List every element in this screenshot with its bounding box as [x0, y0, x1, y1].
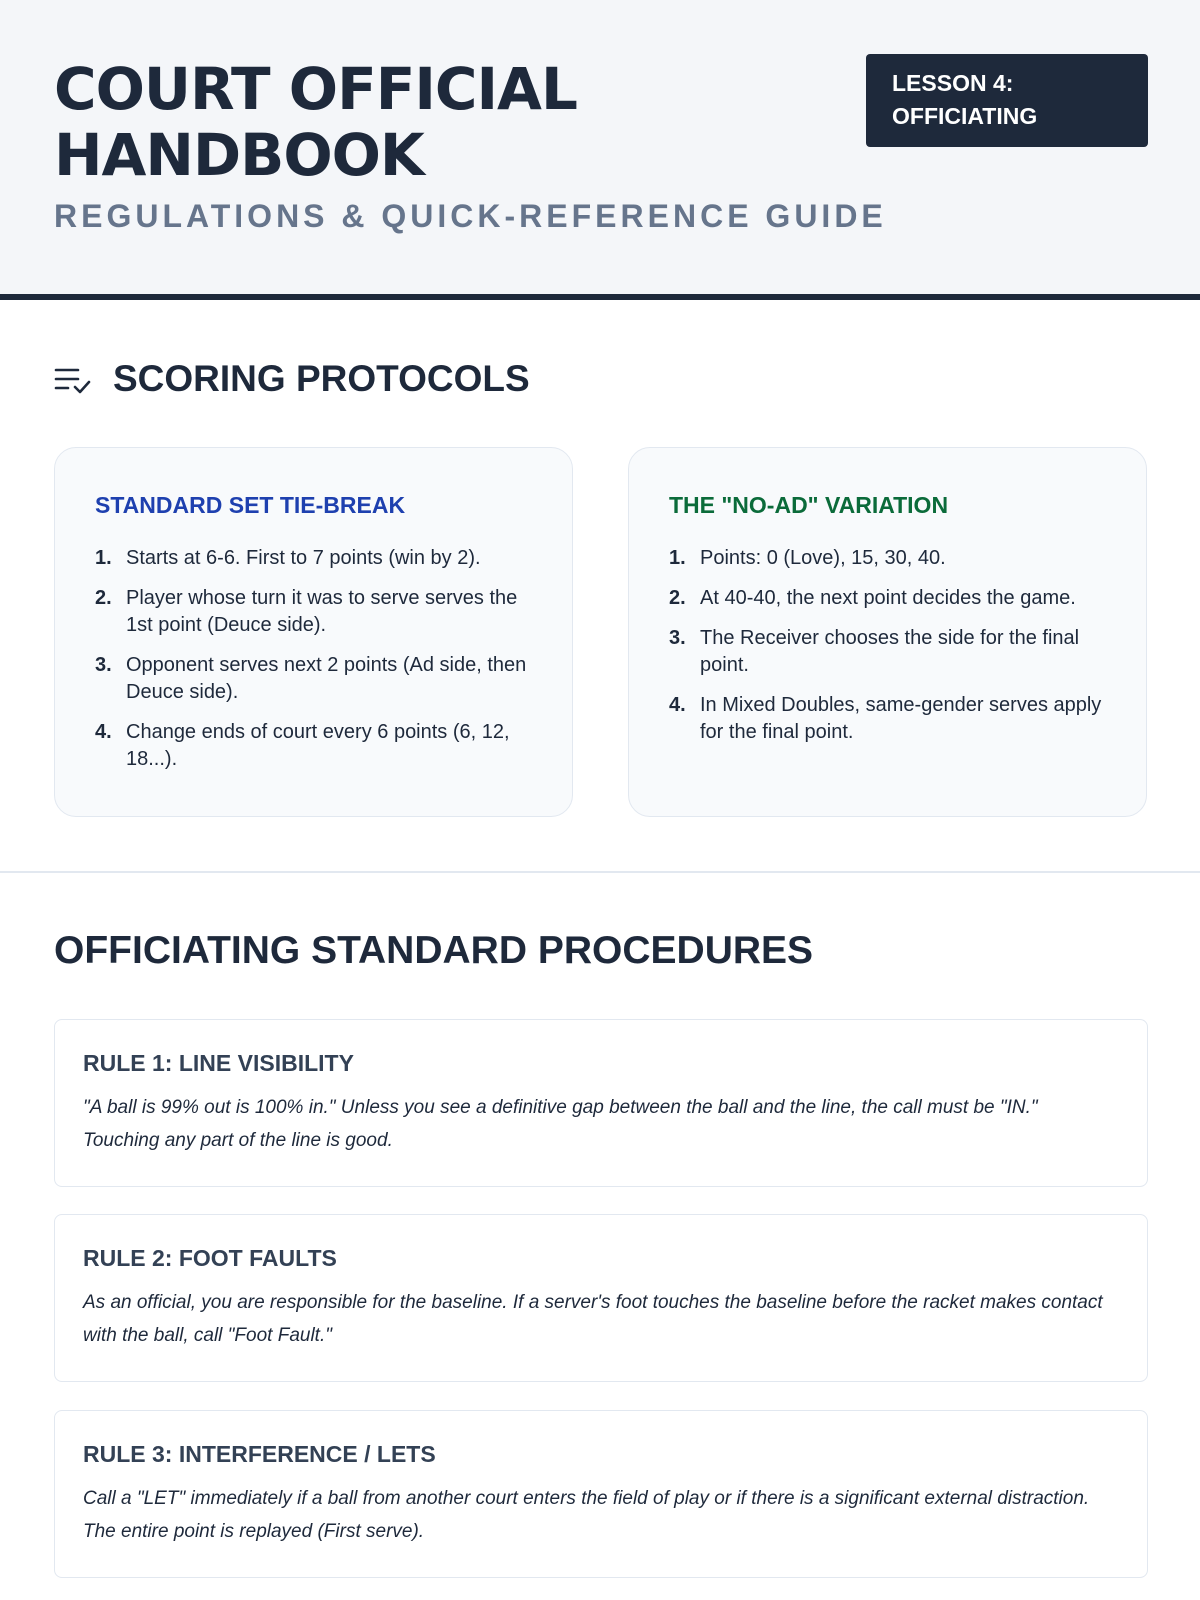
tie-break-list [95, 545, 532, 773]
list-number: 3. [669, 627, 686, 649]
rule-text: Call a "LET" immediately if a ball from another court enters the field of play or if there is a significant external distraction. The entire point is replayed (First serve). [83, 1488, 1090, 1542]
list-item [669, 692, 1106, 746]
rule-text: As an official, you are responsible for the baseline. If a server's foot touches the baseline before the racket makes contact with the ball, call "Foot Fault." [83, 1292, 1103, 1346]
list-item [669, 585, 1106, 612]
page-header [0, 0, 1200, 300]
no-ad-list [669, 545, 1106, 746]
section-divider [0, 871, 1200, 873]
list-number: 3. [95, 654, 112, 676]
rule-text: "A ball is 99% out is 100% in." Unless you see a definitive gap between the ball and the line, the call must be "IN." Touching any part of the line is good. [83, 1097, 1038, 1151]
list-text: In Mixed Doubles, same-gender serves apply for the final point. [700, 694, 1102, 743]
list-number: 1. [669, 547, 686, 569]
list-number: 4. [669, 694, 686, 716]
rule-title: RULE 1: LINE VISIBILITY [83, 1050, 354, 1076]
rule-title: RULE 2: FOOT FAULTS [83, 1245, 337, 1271]
list-number: 2. [95, 587, 112, 609]
procedures-section-title: OFFICIATING STANDARD PROCEDURES [54, 929, 814, 972]
list-item [95, 545, 532, 572]
rule-card-interference-lets [54, 1410, 1148, 1578]
card-title: STANDARD SET TIE-BREAK [95, 492, 406, 518]
list-item [95, 719, 532, 773]
list-text: Change ends of court every 6 points (6, 12, 18...). [126, 721, 510, 770]
list-number: 2. [669, 587, 686, 609]
list-item [95, 652, 532, 706]
list-text: Starts at 6-6. First to 7 points (win by 2). [126, 547, 481, 569]
list-text: At 40-40, the next point decides the game. [700, 587, 1076, 609]
rule-title: RULE 3: INTERFERENCE / LETS [83, 1441, 436, 1467]
list-text: The Receiver chooses the side for the final point. [700, 627, 1080, 676]
list-text: Points: 0 (Love), 15, 30, 40. [700, 547, 946, 569]
rule-card-line-visibility [54, 1019, 1148, 1187]
card-title: THE "NO-AD" VARIATION [669, 492, 949, 518]
list-text: Opponent serves next 2 points (Ad side, then Deuce side). [126, 654, 527, 703]
page-title: COURT OFFICIAL HANDBOOK [54, 55, 577, 189]
list-item [669, 625, 1106, 679]
no-ad-card [628, 447, 1147, 817]
list-item [95, 585, 532, 639]
list-number: 1. [95, 547, 112, 569]
tie-break-card [54, 447, 573, 817]
list-text: Player whose turn it was to serve serves the 1st point (Deuce side). [126, 587, 518, 636]
scoring-section-title: SCORING PROTOCOLS [113, 358, 530, 399]
checklist-icon [54, 365, 92, 397]
lesson-badge: LESSON 4: OFFICIATING [866, 54, 1148, 147]
page-subtitle: REGULATIONS & QUICK-REFERENCE GUIDE [54, 198, 887, 234]
list-number: 4. [95, 721, 112, 743]
list-item [669, 545, 1106, 572]
rule-card-foot-faults [54, 1214, 1148, 1382]
